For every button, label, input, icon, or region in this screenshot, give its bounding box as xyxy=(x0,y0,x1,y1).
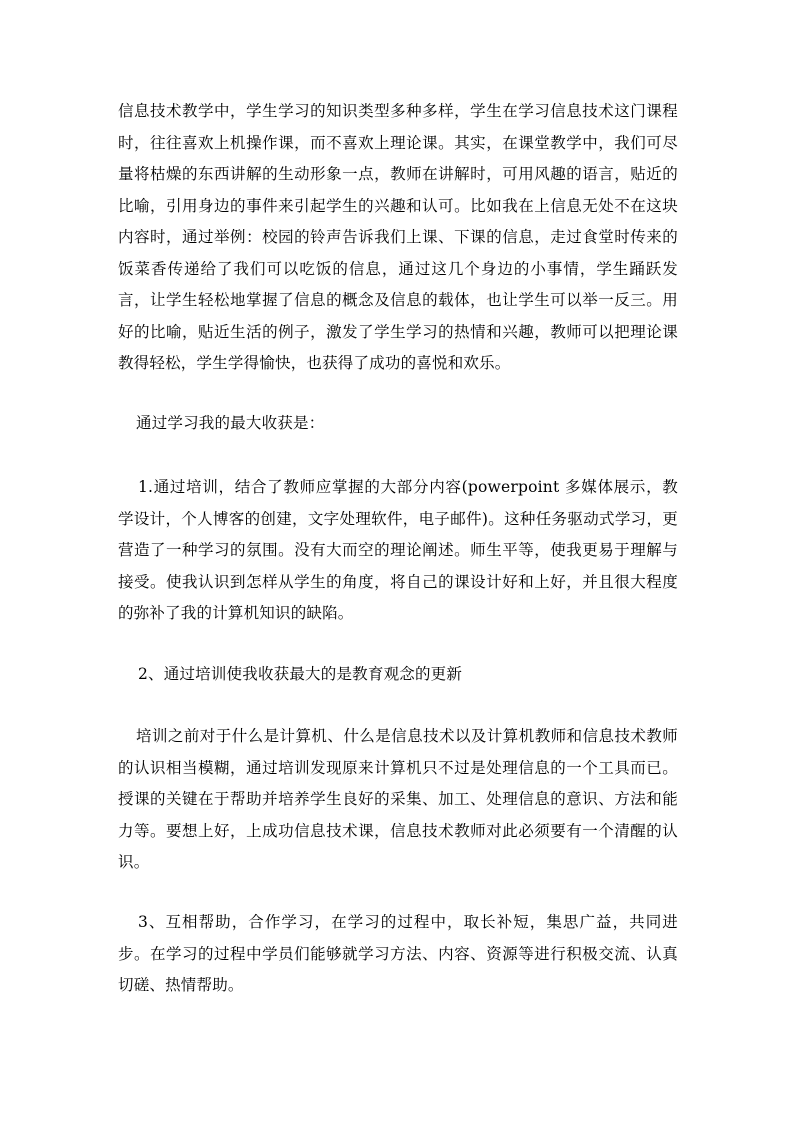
paragraph-point-3: 3、互相帮助，合作学习，在学习的过程中，取长补短，集思广益，共同进步。在学习的过程中学员们能够就学习方法、内容、资源等进行积极交流、认真切磋、热情帮助。 xyxy=(118,913,678,994)
paragraph-teaching-methods: 信息技术教学中，学生学习的知识类型多种多样，学生在学习信息技术这门课程时，往往喜欢上机操作课，而不喜欢上理论课。其实，在课堂教学中，我们可尽量将枯燥的东西讲解的生动形象一点，教师在讲解时，可用风趣的语言，贴近的比喻，引用身边的事件来引起学生的兴趣和认可。比如我在上信息无处不在这块内容时，通过举例：校园的铃声告诉我们上课、下课的信息，走过食堂时传来的饭菜香传递给了我们可以吃饭的信息，通过这几个身边的小事情，学生踊跃发言，让学生轻松地掌握了信息的概念及信息的载体，也让学生可以举一反三。用好的比喻，贴近生活的例子，激发了学生学习的热情和兴趣，教师可以把理论课教得轻松，学生学得愉快，也获得了成功的喜悦和欢乐。 xyxy=(118,102,678,372)
paragraph-point-2-heading: 2、通过培训使我收获最大的是教育观念的更新 xyxy=(138,665,463,683)
paragraph-biggest-gain-heading: 通过学习我的最大收获是： xyxy=(136,414,325,432)
paragraph-point-2-body: 培训之前对于什么是计算机、什么是信息技术以及计算机教师和信息技术教师的认识相当模糊，通过培训发现原来计算机只不过是处理信息的一个工具而已。授课的关键在于帮助并培养学生良好的采集、加工、处理信息的意识、方法和能力等。要想上好，上成功信息技术课，信息技术教师对此必须要有一个清醒的认识。 xyxy=(118,727,678,871)
paragraph-point-1: 1.通过培训，结合了教师应掌握的大部分内容(powerpoint 多媒体展示，教学设计，个人博客的创建，文字处理软件，电子邮件)。这种任务驱动式学习，更营造了一种学习的氛围。没有大而空的理论阐述。师生平等，使我更易于理解与接受。使我认识到怎样从学生的角度，将自己的课设计好和上好，并且很大程度的弥补了我的计算机知识的缺陷。 xyxy=(118,478,678,622)
